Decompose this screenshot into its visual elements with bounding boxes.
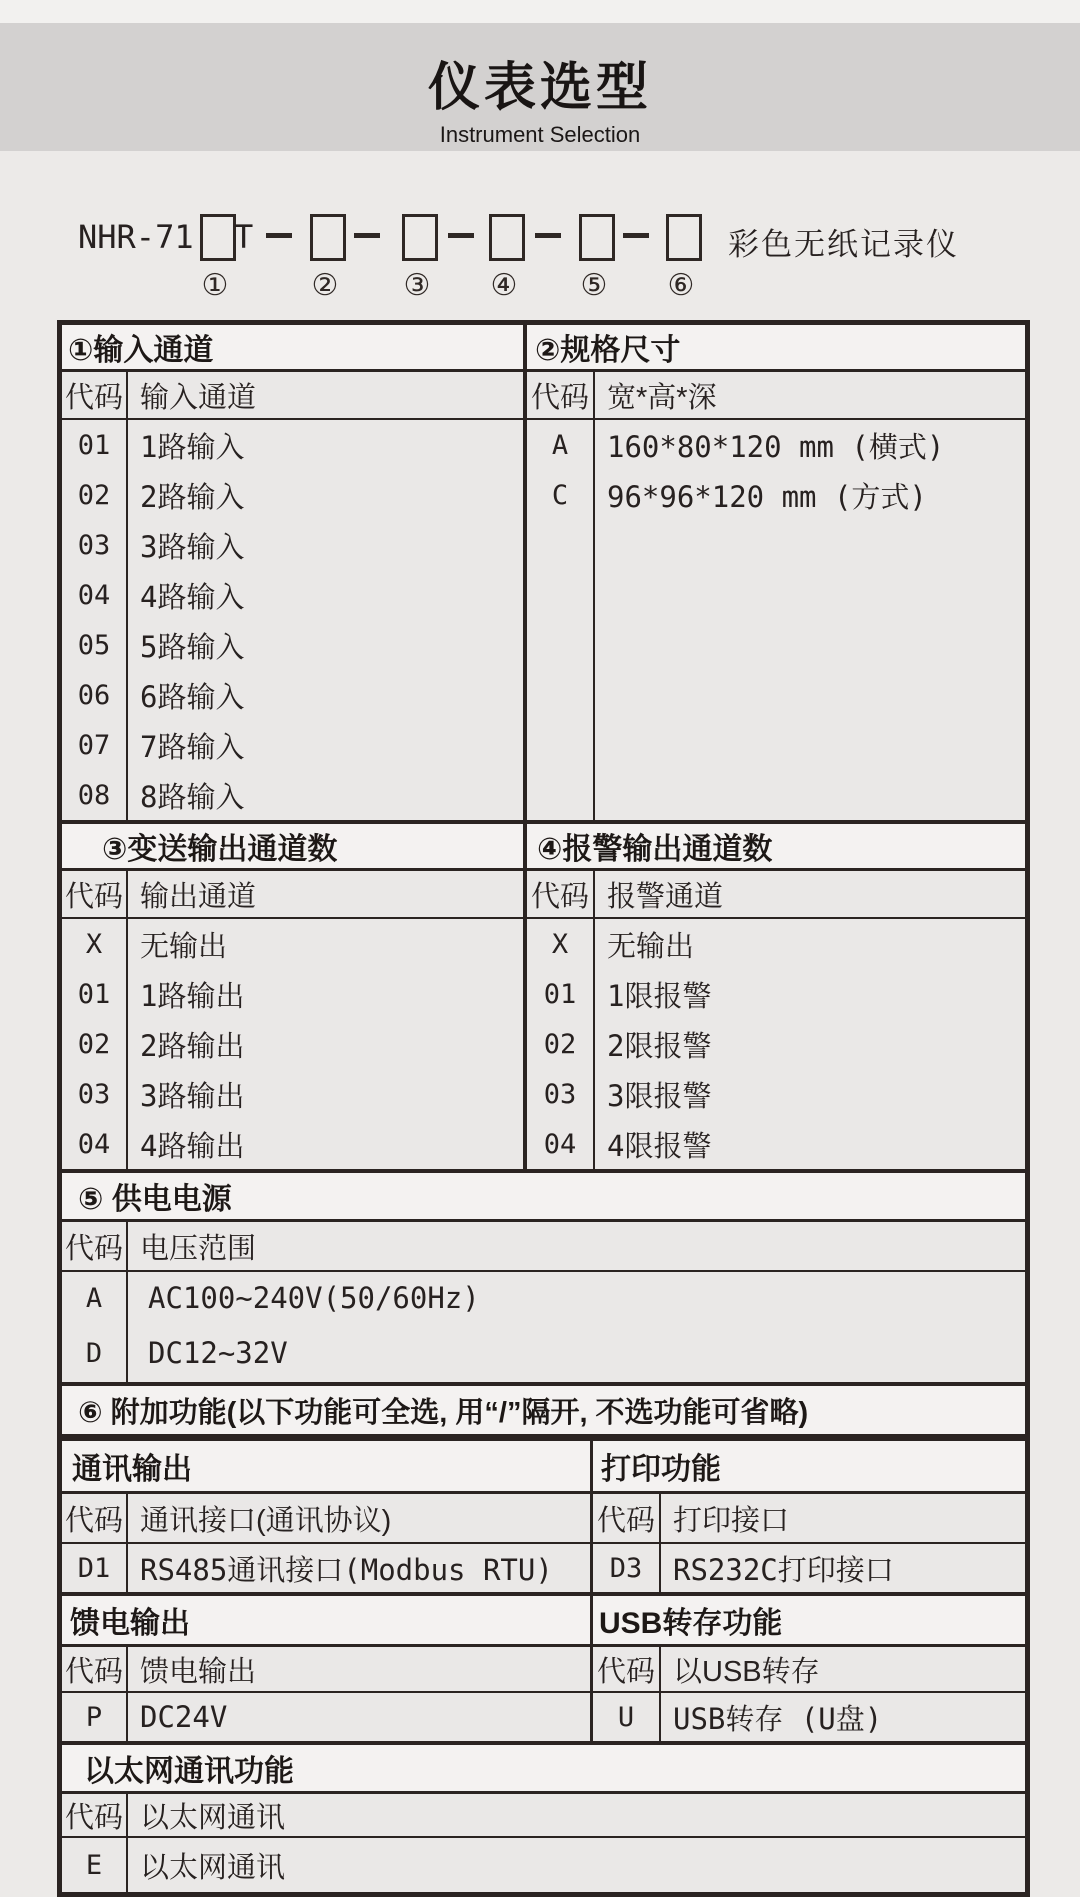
section-title: ⑥ 附加功能(以下功能可全选, 用“/”隔开, 不选功能可省略) <box>62 1386 1025 1437</box>
value-column <box>128 1647 590 1741</box>
column-header-code: 代码 <box>527 372 593 420</box>
column-header-code: 代码 <box>62 372 126 420</box>
product-name: 彩色无纸记录仪 <box>728 227 959 262</box>
model-code-box-1 <box>200 214 236 261</box>
section-power-supply <box>62 1173 1025 1382</box>
code-cell: 03 <box>77 529 111 561</box>
value-cell: 5路输入 <box>140 629 245 664</box>
section-feed-output <box>62 1596 593 1741</box>
column-header-code: 代码 <box>62 1222 126 1272</box>
section-ethernet <box>62 1745 1025 1892</box>
dash-separator <box>623 233 649 238</box>
block-feed-usb <box>62 1592 1025 1741</box>
value-cell: 4路输出 <box>140 1128 245 1163</box>
value-column <box>128 1494 590 1592</box>
value-cell: 以太网通讯 <box>140 1849 286 1884</box>
section-title: ⑤ 供电电源 <box>62 1173 1025 1222</box>
position-marker-2: ② <box>311 269 339 302</box>
value-column <box>595 372 1025 820</box>
code-cell: 05 <box>77 629 111 661</box>
code-cell: D1 <box>77 1552 111 1584</box>
subsection-title: 以太网通讯功能 <box>62 1745 1025 1794</box>
position-marker-4: ④ <box>490 269 518 302</box>
code-column <box>593 1494 661 1592</box>
section-title: ①输入通道 <box>62 325 523 372</box>
code-cell: 01 <box>77 429 111 461</box>
section-dimensions <box>527 325 1025 820</box>
value-cell: 8路输入 <box>140 779 245 814</box>
value-cell: 1路输出 <box>140 978 245 1013</box>
section-transmit-outputs <box>62 824 527 1169</box>
model-code-line <box>0 214 1080 314</box>
column-header-value: 通讯接口(通讯协议) <box>128 1494 590 1544</box>
value-cell: 无输出 <box>607 928 695 963</box>
position-marker-5: ⑤ <box>580 269 608 302</box>
model-code-box-6 <box>666 214 702 261</box>
block-extra-header <box>62 1382 1025 1437</box>
value-cell: 2路输入 <box>140 479 245 514</box>
column-header-code: 代码 <box>62 1494 126 1544</box>
code-cell: X <box>85 928 103 960</box>
value-cell: 160*80*120 mm (横式) <box>607 429 945 464</box>
value-cell: 7路输入 <box>140 729 245 764</box>
dash-separator <box>266 233 292 238</box>
value-cell: 96*96*120 mm (方式) <box>607 479 927 514</box>
block-transmit-alarm <box>62 820 1025 1169</box>
value-column <box>128 1222 1025 1382</box>
dash-separator <box>535 233 561 238</box>
block-power-supply <box>62 1169 1025 1382</box>
section-alarm-outputs <box>527 824 1025 1169</box>
column-header-code: 代码 <box>62 871 126 919</box>
section-input-channels <box>62 325 527 820</box>
value-cell: 6路输入 <box>140 679 245 714</box>
model-prefix: NHR-71 <box>78 218 194 256</box>
code-cell: A <box>85 1282 103 1314</box>
block-ethernet <box>62 1741 1025 1892</box>
section-comm-output <box>62 1441 593 1592</box>
column-header-value: 打印接口 <box>661 1494 1025 1544</box>
column-header-code: 代码 <box>593 1494 659 1544</box>
code-cell: 03 <box>543 1078 577 1110</box>
value-column <box>128 871 523 1169</box>
column-header-code: 代码 <box>527 871 593 919</box>
column-header-value: 馈电输出 <box>128 1647 590 1693</box>
code-column <box>62 871 128 1169</box>
code-cell: 02 <box>77 479 111 511</box>
page-title: 仪表选型 <box>427 59 652 117</box>
column-header-value: 宽*高*深 <box>595 372 1025 420</box>
code-cell: 01 <box>543 978 577 1010</box>
page-subtitle: Instrument Selection <box>439 122 641 147</box>
value-cell: RS485通讯接口(Modbus RTU) <box>140 1552 553 1587</box>
value-column <box>128 1794 1025 1892</box>
code-cell: C <box>551 479 569 511</box>
code-cell: E <box>85 1849 103 1881</box>
value-cell: USB转存 (U盘) <box>673 1701 883 1736</box>
value-cell: 4限报警 <box>607 1128 712 1163</box>
code-cell: 04 <box>77 579 111 611</box>
column-header-code: 代码 <box>62 1647 126 1693</box>
code-cell: 08 <box>77 779 111 811</box>
code-cell: 04 <box>543 1128 577 1160</box>
column-header-value: 以USB转存 <box>661 1647 1025 1693</box>
model-code-box-5 <box>579 214 615 261</box>
code-cell: 02 <box>77 1028 111 1060</box>
code-column <box>593 1647 661 1741</box>
column-header-value: 电压范围 <box>128 1222 1025 1272</box>
subsection-title: 通讯输出 <box>62 1441 590 1494</box>
model-box1-suffix: T <box>234 218 254 256</box>
column-header-code: 代码 <box>593 1647 659 1693</box>
code-column <box>527 871 595 1169</box>
value-column <box>595 871 1025 1169</box>
code-cell: X <box>551 928 569 960</box>
subsection-title: 馈电输出 <box>62 1596 590 1647</box>
value-cell: 1路输入 <box>140 429 245 464</box>
column-header-value: 输出通道 <box>128 871 523 919</box>
code-cell: 04 <box>77 1128 111 1160</box>
section-print-function <box>593 1441 1025 1592</box>
code-cell: D <box>85 1337 103 1369</box>
value-cell: RS232C打印接口 <box>673 1552 894 1587</box>
value-column <box>128 372 523 820</box>
code-cell: P <box>85 1701 103 1733</box>
code-cell: U <box>617 1701 635 1733</box>
code-column <box>62 1222 128 1382</box>
code-cell: 02 <box>543 1028 577 1060</box>
value-cell: 3路输入 <box>140 529 245 564</box>
column-header-value: 输入通道 <box>128 372 523 420</box>
selection-table <box>57 320 1030 1897</box>
section-usb-transfer <box>593 1596 1025 1741</box>
code-column <box>62 1647 128 1741</box>
section-title: ②规格尺寸 <box>527 325 1025 372</box>
code-column <box>62 372 128 820</box>
position-marker-3: ③ <box>403 269 431 302</box>
title-band <box>0 23 1080 151</box>
code-cell: 07 <box>77 729 111 761</box>
value-cell: DC12~32V <box>148 1336 288 1370</box>
code-cell: 03 <box>77 1078 111 1110</box>
value-cell: 2限报警 <box>607 1028 712 1063</box>
dash-separator <box>448 233 474 238</box>
position-marker-6: ⑥ <box>667 269 695 302</box>
value-cell: 3限报警 <box>607 1078 712 1113</box>
column-header-value: 以太网通讯 <box>128 1794 1025 1838</box>
code-cell: 06 <box>77 679 111 711</box>
section-title: ③变送输出通道数 <box>62 824 523 871</box>
column-header-value: 报警通道 <box>595 871 1025 919</box>
value-cell: 4路输入 <box>140 579 245 614</box>
subsection-title: USB转存功能 <box>593 1596 1025 1647</box>
model-code-box-3 <box>402 214 438 261</box>
value-column <box>661 1494 1025 1592</box>
value-cell: DC24V <box>140 1700 228 1734</box>
block-input-dimensions <box>62 325 1025 820</box>
value-cell: 3路输出 <box>140 1078 245 1113</box>
model-code-box-2 <box>310 214 346 261</box>
code-cell: A <box>551 429 569 461</box>
top-strip <box>0 0 1080 23</box>
value-cell: AC100~240V(50/60Hz) <box>148 1281 480 1315</box>
section-title: ④报警输出通道数 <box>527 824 1025 871</box>
code-column <box>62 1494 128 1592</box>
code-cell: 01 <box>77 978 111 1010</box>
code-column <box>62 1794 128 1892</box>
code-column <box>527 372 595 820</box>
position-marker-1: ① <box>201 269 229 302</box>
value-cell: 无输出 <box>140 928 228 963</box>
value-column <box>661 1647 1025 1741</box>
code-cell: D3 <box>609 1552 643 1584</box>
value-cell: 2路输出 <box>140 1028 245 1063</box>
dash-separator <box>354 233 380 238</box>
block-comm-print <box>62 1437 1025 1592</box>
model-code-box-4 <box>489 214 525 261</box>
value-cell: 1限报警 <box>607 978 712 1013</box>
subsection-title: 打印功能 <box>593 1441 1025 1494</box>
column-header-code: 代码 <box>62 1794 126 1838</box>
